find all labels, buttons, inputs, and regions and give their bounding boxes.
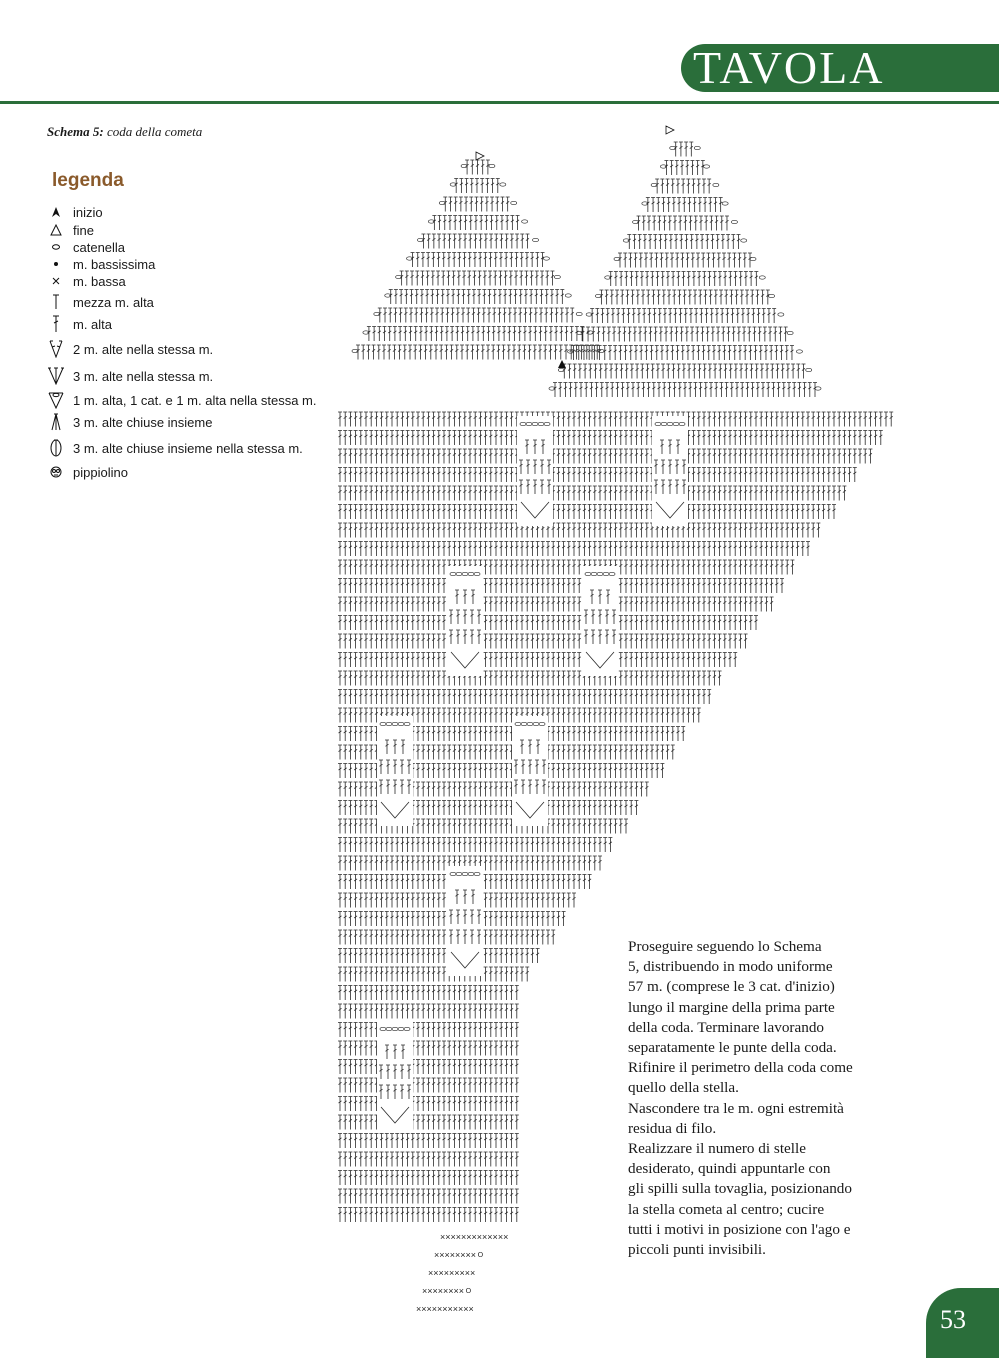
sc-row-label: ××××××××××××× — [440, 1232, 509, 1242]
legend-label: pippiolino — [73, 464, 128, 480]
text-line: residua di filo. — [628, 1119, 717, 1137]
two-dc-same-stitch-icon — [45, 340, 67, 358]
sc-row-label: ××××××××ㅇ — [422, 1286, 473, 1296]
header-rule — [0, 101, 999, 104]
text-line: Nascondere tra le m. ogni estremità — [628, 1099, 844, 1117]
picot-icon — [45, 463, 67, 481]
text-line: lungo il margine della prima parte — [628, 998, 835, 1016]
start-arrow-icon — [45, 203, 67, 221]
legend-item — [45, 238, 125, 256]
three-dc-cluster-icon — [45, 413, 67, 431]
legend-label: 3 m. alte nella stessa m. — [73, 368, 214, 384]
legend-label: m. bassa — [73, 273, 126, 289]
legend-label: mezza m. alta — [73, 294, 154, 310]
chain-stitch-icon — [45, 238, 67, 256]
dc-ch-dc-icon — [45, 391, 67, 409]
text-line: tutti i motivi in posizione con l'ago e — [628, 1220, 851, 1238]
legend-item — [45, 463, 128, 481]
slip-stitch-icon — [45, 255, 67, 273]
instructions-text — [628, 937, 898, 1260]
legend-item — [45, 221, 94, 239]
text-line: quello della stella. — [628, 1079, 739, 1097]
legend-item — [45, 272, 126, 290]
legend-item — [45, 439, 303, 457]
legend-item — [45, 293, 154, 311]
three-dc-cluster-same-stitch-icon — [45, 439, 67, 457]
legend-label: 2 m. alte nella stessa m. — [73, 341, 214, 357]
legend-item — [45, 203, 103, 221]
text-line: gli spilli sulla tovaglia, posizionando — [628, 1180, 852, 1198]
legend-label: m. alta — [73, 316, 113, 332]
text-line: Proseguire seguendo lo Schema — [628, 938, 822, 955]
text-line: piccoli punti invisibili. — [628, 1241, 766, 1259]
text-line: Rifinire il perimetro della coda come — [628, 1059, 853, 1077]
schema-text: coda della cometa — [106, 124, 203, 139]
text-line: separatamente le punte della coda. — [628, 1039, 837, 1057]
text-line: desiderato, quindi appuntarle con — [628, 1160, 831, 1178]
legend-item — [45, 340, 213, 358]
three-dc-same-stitch-icon — [45, 367, 67, 385]
legend-label: inizio — [73, 204, 103, 220]
legend-label: 3 m. alte chiuse insieme — [73, 414, 213, 430]
page-title: TAVOLA — [693, 42, 885, 93]
legend-item — [45, 391, 317, 409]
legend-item — [45, 315, 112, 333]
legend-label: m. bassissima — [73, 256, 156, 272]
sc-row-label: ××××××××××× — [416, 1304, 474, 1314]
legend-title: legenda — [52, 170, 124, 191]
double-crochet-icon — [45, 315, 67, 333]
sc-row-label: ××××××××ㅇ — [434, 1250, 485, 1260]
legend-item — [45, 413, 212, 431]
single-crochet-icon — [45, 272, 67, 290]
legend-label: 3 m. alte chiuse insieme nella stessa m. — [73, 440, 303, 456]
schema-label: Schema 5: — [47, 124, 104, 139]
schema-caption — [47, 124, 202, 140]
legend-label: fine — [73, 222, 94, 238]
end-triangle-icon — [45, 221, 67, 239]
text-line: la stella cometa al centro; cucire — [628, 1200, 825, 1218]
text-line: 5, distribuendo in modo uniforme — [628, 958, 833, 976]
legend-label: 1 m. alta, 1 cat. e 1 m. alta nella stessa m. — [73, 392, 317, 408]
legend-item — [45, 367, 213, 385]
half-double-crochet-icon — [45, 293, 67, 311]
legend-item — [45, 255, 155, 273]
text-line: della coda. Terminare lavorando — [628, 1018, 825, 1036]
sc-row-label: ××××××××× — [428, 1268, 476, 1278]
text-line: Realizzare il numero di stelle — [628, 1140, 806, 1158]
text-line: 57 m. (comprese le 3 cat. d'inizio) — [628, 978, 835, 996]
page-number: 53 — [940, 1305, 966, 1334]
legend-label: catenella — [73, 239, 126, 255]
